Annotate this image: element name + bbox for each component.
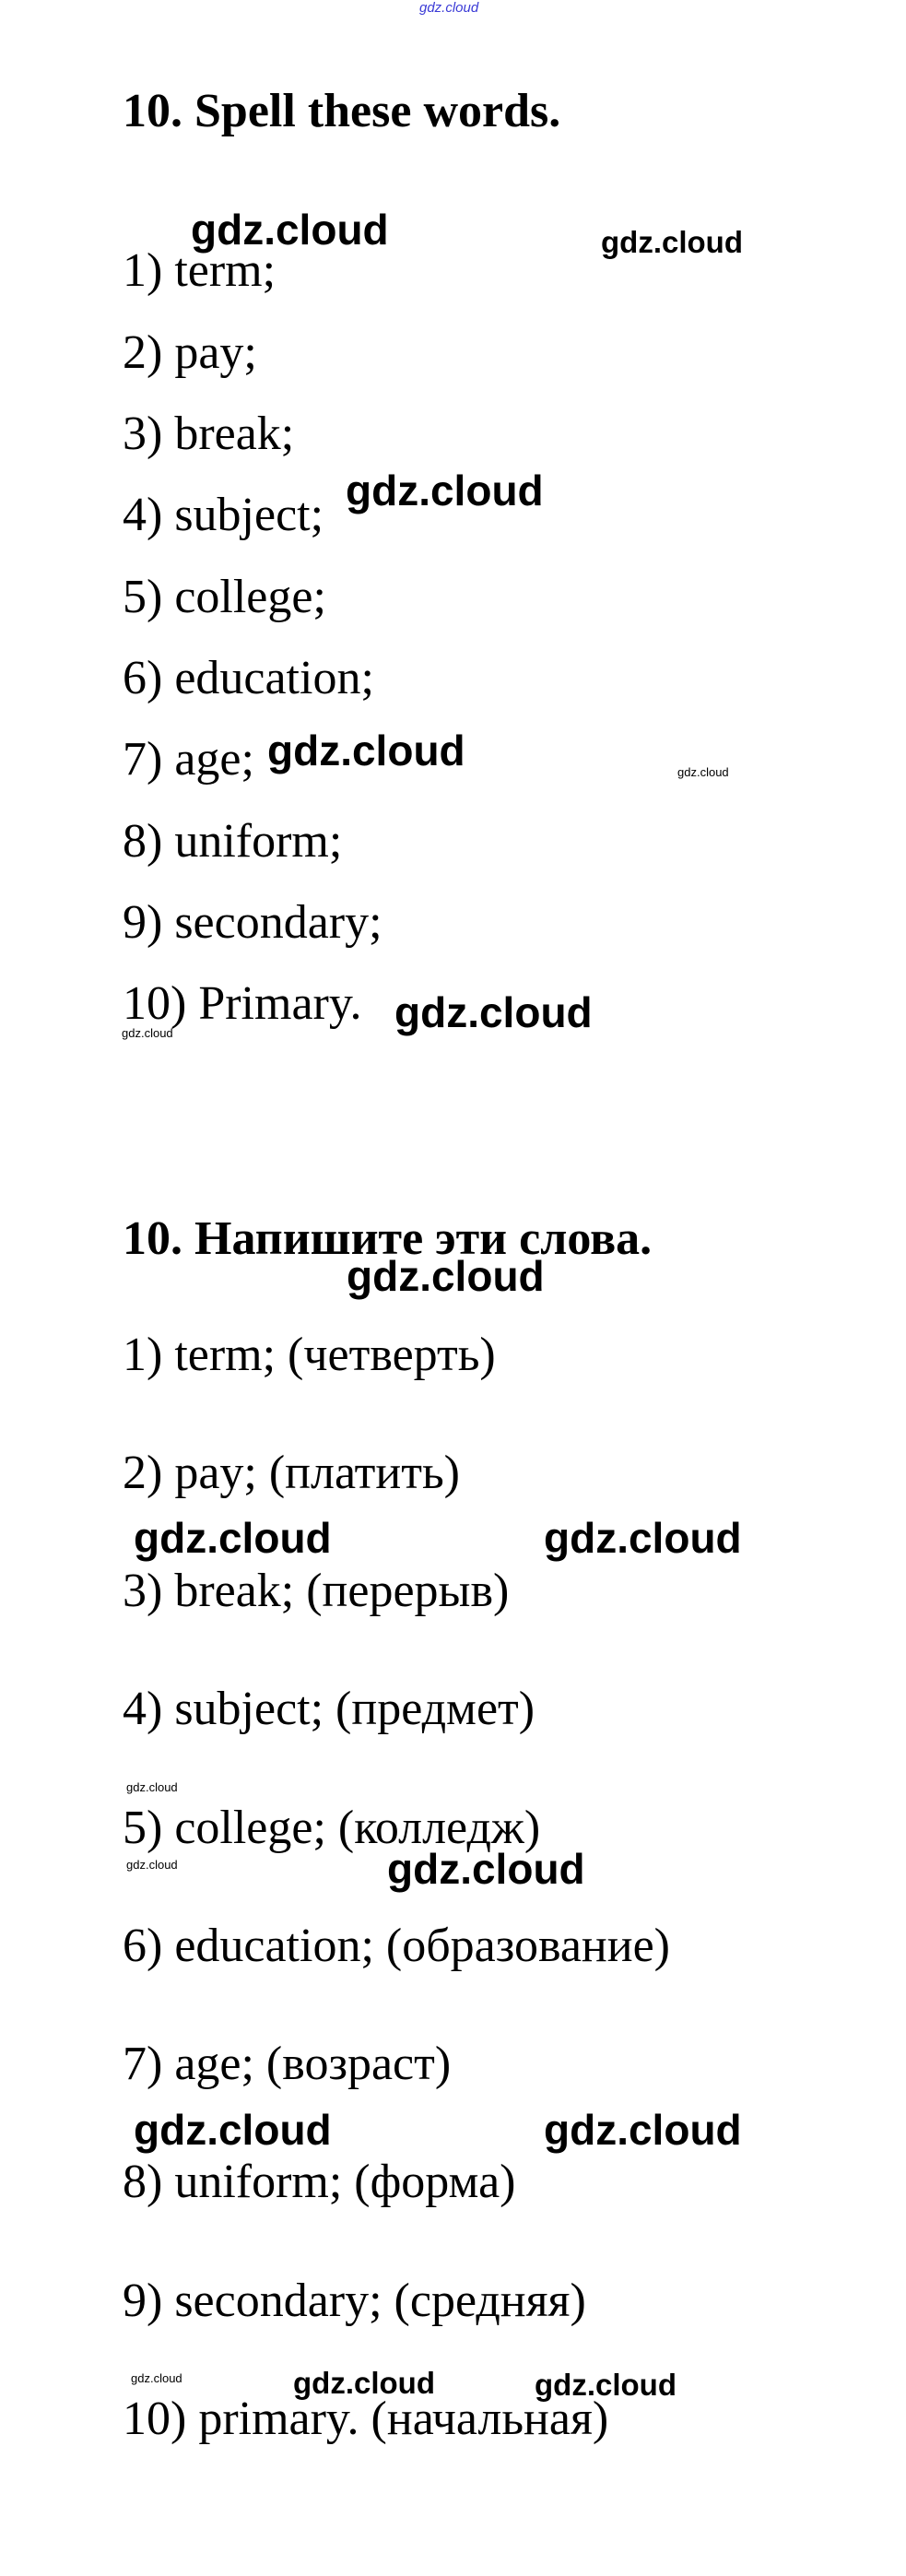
watermark: gdz.cloud xyxy=(134,1514,332,1562)
translation-item-4: 4) subject; (предмет) xyxy=(123,1683,535,1735)
watermark: gdz.cloud xyxy=(677,765,729,779)
translation-item-10: 10) primary. (начальная) xyxy=(123,2393,609,2445)
watermark-top: gdz.cloud xyxy=(419,0,479,16)
watermark: gdz.cloud xyxy=(387,1845,585,1893)
watermark: gdz.cloud xyxy=(535,2368,677,2402)
translation-item-5: 5) college; (колледж) xyxy=(123,1802,541,1854)
translation-item-9: 9) secondary; (средняя) xyxy=(123,2275,586,2327)
word-item-4: 4) subject; xyxy=(123,489,324,541)
word-item-5: 5) college; xyxy=(123,571,326,623)
watermark: gdz.cloud xyxy=(293,2366,435,2400)
watermark: gdz.cloud xyxy=(122,1026,173,1040)
watermark: gdz.cloud xyxy=(346,467,544,514)
translation-item-8: 8) uniform; (форма) xyxy=(123,2156,516,2208)
word-item-2: 2) pay; xyxy=(123,326,257,379)
word-item-8: 8) uniform; xyxy=(123,815,343,868)
translation-item-2: 2) pay; (платить) xyxy=(123,1447,460,1499)
word-item-1: 1) term; xyxy=(123,244,277,297)
translation-item-6: 6) education; (образование) xyxy=(123,1920,670,1972)
watermark: gdz.cloud xyxy=(191,206,389,254)
word-item-7: 7) age; xyxy=(123,733,254,786)
watermark: gdz.cloud xyxy=(544,1514,742,1562)
watermark: gdz.cloud xyxy=(126,1780,178,1794)
translation-item-1: 1) term; (четверть) xyxy=(123,1329,496,1381)
watermark: gdz.cloud xyxy=(601,225,743,259)
watermark: gdz.cloud xyxy=(544,2106,742,2154)
word-item-6: 6) education; xyxy=(123,652,374,704)
translation-item-7: 7) age; (возраст) xyxy=(123,2038,452,2090)
watermark: gdz.cloud xyxy=(394,988,593,1036)
exercise-heading-russian: 10. Напишите эти слова. xyxy=(123,1212,653,1265)
exercise-heading-english: 10. Spell these words. xyxy=(123,85,561,137)
watermark: gdz.cloud xyxy=(131,2371,182,2385)
word-item-9: 9) secondary; xyxy=(123,896,382,949)
watermark: gdz.cloud xyxy=(267,727,465,774)
translation-item-3: 3) break; (перерыв) xyxy=(123,1565,510,1617)
watermark: gdz.cloud xyxy=(134,2106,332,2154)
word-item-3: 3) break; xyxy=(123,408,295,460)
watermark: gdz.cloud xyxy=(126,1858,178,1872)
watermark: gdz.cloud xyxy=(347,1252,545,1300)
word-item-10: 10) Primary. xyxy=(123,977,362,1030)
